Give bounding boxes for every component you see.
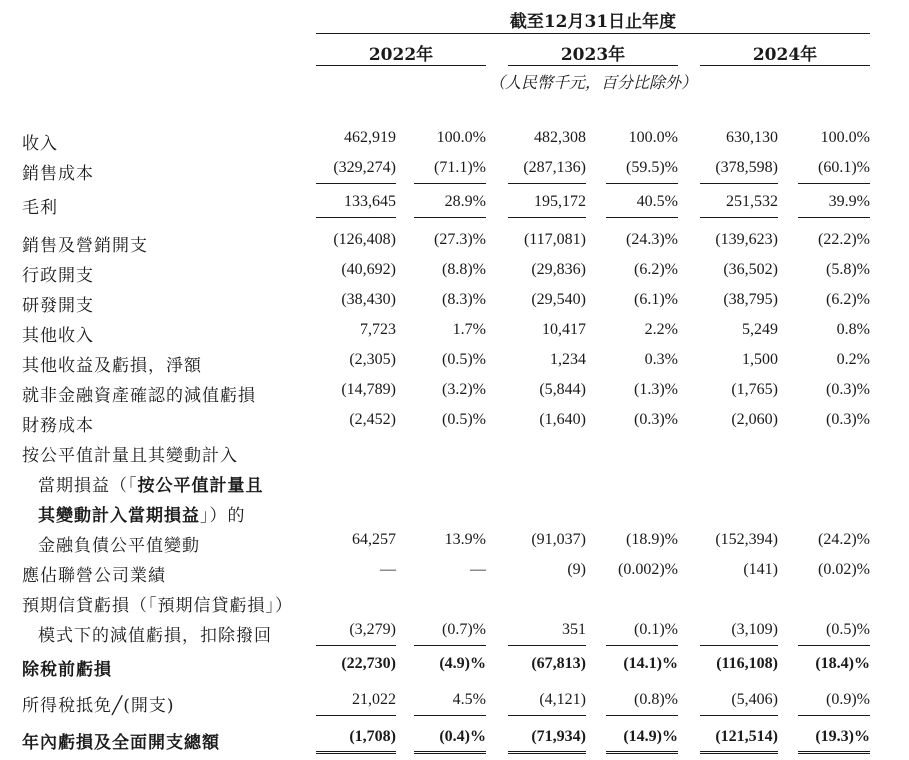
- cell-2024-amount: (5,406): [731, 691, 778, 708]
- table-row-finance-costs: [0, 407, 909, 437]
- cell-2024-amount: (1,765): [731, 381, 778, 398]
- cell-2023-percent: (14.1)%: [623, 655, 678, 672]
- cell-2023-amount: (9): [567, 561, 586, 578]
- cell-2023-percent: (24.3)%: [626, 231, 678, 248]
- cell-2023-percent: 0.3%: [644, 351, 678, 368]
- cell-2022-percent: 1.7%: [452, 321, 486, 338]
- table-row-share-of-associates: [0, 557, 909, 587]
- cell-2023-percent: (14.9)%: [623, 728, 678, 745]
- cell-2023-amount: (91,037): [531, 531, 586, 548]
- cell-2024-percent: (6.2)%: [826, 291, 870, 308]
- row-label: [38, 471, 264, 496]
- year-2023-header: 2023年: [560, 45, 626, 65]
- table-row-other-income: [0, 317, 909, 347]
- row-label: 模式下的減值虧損，扣除撥回: [38, 626, 272, 646]
- year-2022-header: 2022年: [368, 45, 434, 65]
- cell-2024-percent: (0.3)%: [826, 411, 870, 428]
- cell-2023-amount: 10,417: [542, 321, 586, 338]
- table-row-loss-before-tax: [0, 651, 909, 681]
- cell-2024-percent: (24.2)%: [818, 531, 870, 548]
- row-label: 研發開支: [22, 296, 94, 316]
- row-label: 就非金融資產確認的減值虧損: [22, 386, 256, 406]
- cell-2023-amount: (5,844): [539, 381, 586, 398]
- cell-2023-percent: (0.3)%: [634, 411, 678, 428]
- row-label: 財務成本: [22, 416, 94, 436]
- cell-2024-percent: (60.1)%: [818, 159, 870, 176]
- subtotal-line: [700, 217, 778, 218]
- total-double-line: [606, 751, 678, 754]
- subtotal-line: [414, 183, 486, 184]
- table-row-rnd-expenses: [0, 287, 909, 317]
- table-row-income-tax: [0, 687, 909, 717]
- year-2023-underline: [508, 65, 678, 66]
- period-header: 截至12月31日止年度: [509, 12, 677, 32]
- row-label-plain: 當期損益（「: [38, 476, 138, 496]
- cell-2022-percent: —: [470, 561, 486, 578]
- cell-2023-percent: (18.9)%: [626, 531, 678, 548]
- cell-2023-amount: (4,121): [539, 691, 586, 708]
- row-label: [38, 501, 246, 526]
- year-2022-underline: [316, 65, 486, 66]
- cell-2024-amount: (2,060): [731, 411, 778, 428]
- cell-2024-amount: (378,598): [715, 159, 778, 176]
- cell-2022-amount: (38,430): [341, 291, 396, 308]
- cell-2023-percent: 100.0%: [628, 129, 678, 146]
- cell-2023-amount: (1,640): [539, 411, 586, 428]
- subtotal-line: [508, 217, 586, 218]
- cell-2022-amount: 21,022: [352, 691, 396, 708]
- year-2024-header: 2024年: [752, 45, 818, 65]
- cell-2024-percent: 0.2%: [836, 351, 870, 368]
- row-label: 其他收益及虧損，淨額: [22, 356, 202, 376]
- subtotal-line: [798, 183, 870, 184]
- subtotal-line: [508, 183, 586, 184]
- table-row-non-financial-impairment: [0, 377, 909, 407]
- cell-2024-amount: (38,795): [723, 291, 778, 308]
- year-2024-underline: [700, 65, 870, 66]
- row-label: 毛利: [22, 198, 58, 218]
- subtotal-line: [606, 645, 678, 646]
- total-double-line: [798, 751, 870, 754]
- subtotal-line: [316, 183, 396, 184]
- cell-2024-percent: (5.8)%: [826, 261, 870, 278]
- table-row-ecl-label-line1: [0, 587, 909, 617]
- cell-2024-amount: 251,532: [726, 193, 778, 210]
- subtotal-line: [316, 715, 396, 716]
- cell-2022-percent: (27.3)%: [434, 231, 486, 248]
- cell-2022-percent: 13.9%: [444, 531, 486, 548]
- cell-2023-percent: 2.2%: [644, 321, 678, 338]
- total-double-line: [414, 751, 486, 754]
- cell-2023-amount: (71,934): [531, 728, 586, 745]
- row-label-defined-term: 按公平值計量且: [137, 476, 264, 496]
- cell-2022-amount: (22,730): [341, 655, 396, 672]
- subtotal-line: [700, 715, 778, 716]
- subtotal-line: [798, 715, 870, 716]
- subtotal-line: [700, 645, 778, 646]
- period-underline: [316, 33, 870, 34]
- cell-2023-percent: (6.2)%: [634, 261, 678, 278]
- cell-2022-amount: (2,305): [349, 351, 396, 368]
- cell-2022-percent: (4.9)%: [439, 655, 486, 672]
- cell-2022-amount: (40,692): [341, 261, 396, 278]
- row-label: 除稅前虧損: [22, 660, 112, 680]
- row-label: 所得稅抵免╱(開支): [22, 696, 175, 716]
- table-row-cost-of-sales: [0, 155, 909, 185]
- total-double-line: [316, 751, 396, 754]
- table-row-selling-expenses: [0, 227, 909, 257]
- cell-2024-amount: 630,130: [726, 129, 778, 146]
- cell-2022-percent: 28.9%: [444, 193, 486, 210]
- subtotal-line: [316, 645, 396, 646]
- cell-2022-percent: (0.7)%: [442, 621, 486, 638]
- row-label-defined-term: 其變動計入當期損益: [38, 506, 200, 526]
- cell-2022-amount: 64,257: [352, 531, 396, 548]
- cell-2024-percent: 0.8%: [836, 321, 870, 338]
- cell-2022-amount: 7,723: [360, 321, 396, 338]
- table-row-gross-profit: [0, 189, 909, 219]
- cell-2024-percent: (0.3)%: [826, 381, 870, 398]
- cell-2023-percent: (0.002)%: [618, 561, 678, 578]
- cell-2022-percent: (71.1)%: [434, 159, 486, 176]
- cell-2022-percent: (8.8)%: [442, 261, 486, 278]
- cell-2022-amount: (14,789): [341, 381, 396, 398]
- table-row-total-loss: [0, 724, 909, 754]
- cell-2023-amount: 1,234: [550, 351, 586, 368]
- subtotal-line: [414, 715, 486, 716]
- cell-2022-percent: 4.5%: [452, 691, 486, 708]
- cell-2023-amount: (67,813): [531, 655, 586, 672]
- cell-2024-percent: (0.9)%: [826, 691, 870, 708]
- cell-2024-percent: (22.2)%: [818, 231, 870, 248]
- cell-2022-amount: —: [380, 561, 396, 578]
- row-label: 其他收入: [22, 326, 94, 346]
- subtotal-line: [606, 217, 678, 218]
- cell-2024-amount: 5,249: [742, 321, 778, 338]
- cell-2024-amount: (36,502): [723, 261, 778, 278]
- cell-2022-amount: (329,274): [333, 159, 396, 176]
- total-double-line: [700, 751, 778, 754]
- cell-2023-amount: 195,172: [534, 193, 586, 210]
- cell-2024-percent: (0.02)%: [818, 561, 870, 578]
- cell-2024-amount: (152,394): [715, 531, 778, 548]
- subtotal-line: [606, 715, 678, 716]
- row-label: 預期信貸虧損（「預期信貸虧損」）: [22, 596, 293, 616]
- table-row-fvtpl-label-line1: [0, 437, 909, 467]
- row-label: 銷售及營銷開支: [22, 236, 148, 256]
- table-row-fvtpl-label-line3: [0, 497, 909, 527]
- cell-2022-amount: (2,452): [349, 411, 396, 428]
- cell-2024-percent: 100.0%: [820, 129, 870, 146]
- cell-2023-amount: (117,081): [523, 231, 586, 248]
- cell-2023-amount: 351: [562, 621, 586, 638]
- row-label-plain: 」）的: [200, 506, 246, 526]
- table-row-admin-expenses: [0, 257, 909, 287]
- subtotal-line: [508, 715, 586, 716]
- row-label: 銷售成本: [22, 164, 94, 184]
- cell-2024-amount: (121,514): [715, 728, 778, 745]
- cell-2023-percent: (1.3)%: [634, 381, 678, 398]
- cell-2022-amount: (3,279): [349, 621, 396, 638]
- table-row-fvtpl-label-line2: [0, 467, 909, 497]
- cell-2023-amount: (29,540): [531, 291, 586, 308]
- cell-2024-percent: 39.9%: [828, 193, 870, 210]
- cell-2024-percent: (18.4)%: [815, 655, 870, 672]
- cell-2024-amount: (139,623): [715, 231, 778, 248]
- cell-2022-percent: (0.4)%: [439, 728, 486, 745]
- row-label: 應佔聯營公司業績: [22, 566, 166, 586]
- cell-2024-percent: (0.5)%: [826, 621, 870, 638]
- table-row-revenue: [0, 125, 909, 155]
- cell-2022-amount: 462,919: [344, 129, 396, 146]
- cell-2023-amount: (287,136): [523, 159, 586, 176]
- cell-2022-percent: (0.5)%: [442, 351, 486, 368]
- cell-2022-amount: 133,645: [344, 193, 396, 210]
- cell-2022-percent: (3.2)%: [442, 381, 486, 398]
- unit-note: （人民幣千元，百分比除外）: [488, 73, 697, 92]
- subtotal-line: [508, 645, 586, 646]
- cell-2023-percent: (0.1)%: [634, 621, 678, 638]
- subtotal-line: [606, 183, 678, 184]
- cell-2022-amount: (126,408): [333, 231, 396, 248]
- cell-2023-percent: (6.1)%: [634, 291, 678, 308]
- subtotal-line: [700, 183, 778, 184]
- table-row-fvtpl-fair-value-change: [0, 527, 909, 557]
- cell-2023-percent: 40.5%: [636, 193, 678, 210]
- subtotal-line: [798, 645, 870, 646]
- row-label: 金融負債公平值變動: [38, 536, 200, 556]
- subtotal-line: [316, 217, 396, 218]
- row-label: 收入: [22, 134, 58, 154]
- cell-2022-percent: (0.5)%: [442, 411, 486, 428]
- table-row-other-gains-losses: [0, 347, 909, 377]
- cell-2024-amount: 1,500: [742, 351, 778, 368]
- cell-2022-amount: (1,708): [349, 728, 396, 745]
- cell-2024-percent: (19.3)%: [815, 728, 870, 745]
- cell-2023-percent: (0.8)%: [634, 691, 678, 708]
- total-double-line: [508, 751, 586, 754]
- cell-2023-amount: 482,308: [534, 129, 586, 146]
- cell-2024-amount: (116,108): [716, 655, 778, 672]
- subtotal-line: [798, 217, 870, 218]
- row-label: 行政開支: [22, 266, 94, 286]
- subtotal-line: [414, 645, 486, 646]
- row-label: 年內虧損及全面開支總額: [22, 733, 220, 753]
- cell-2022-percent: 100.0%: [436, 129, 486, 146]
- cell-2023-amount: (29,836): [531, 261, 586, 278]
- cell-2023-percent: (59.5)%: [626, 159, 678, 176]
- cell-2022-percent: (8.3)%: [442, 291, 486, 308]
- table-row-ecl-impairment: [0, 617, 909, 647]
- cell-2024-amount: (3,109): [731, 621, 778, 638]
- cell-2024-amount: (141): [743, 561, 778, 578]
- subtotal-line: [414, 217, 486, 218]
- row-label: 按公平值計量且其變動計入: [22, 446, 238, 466]
